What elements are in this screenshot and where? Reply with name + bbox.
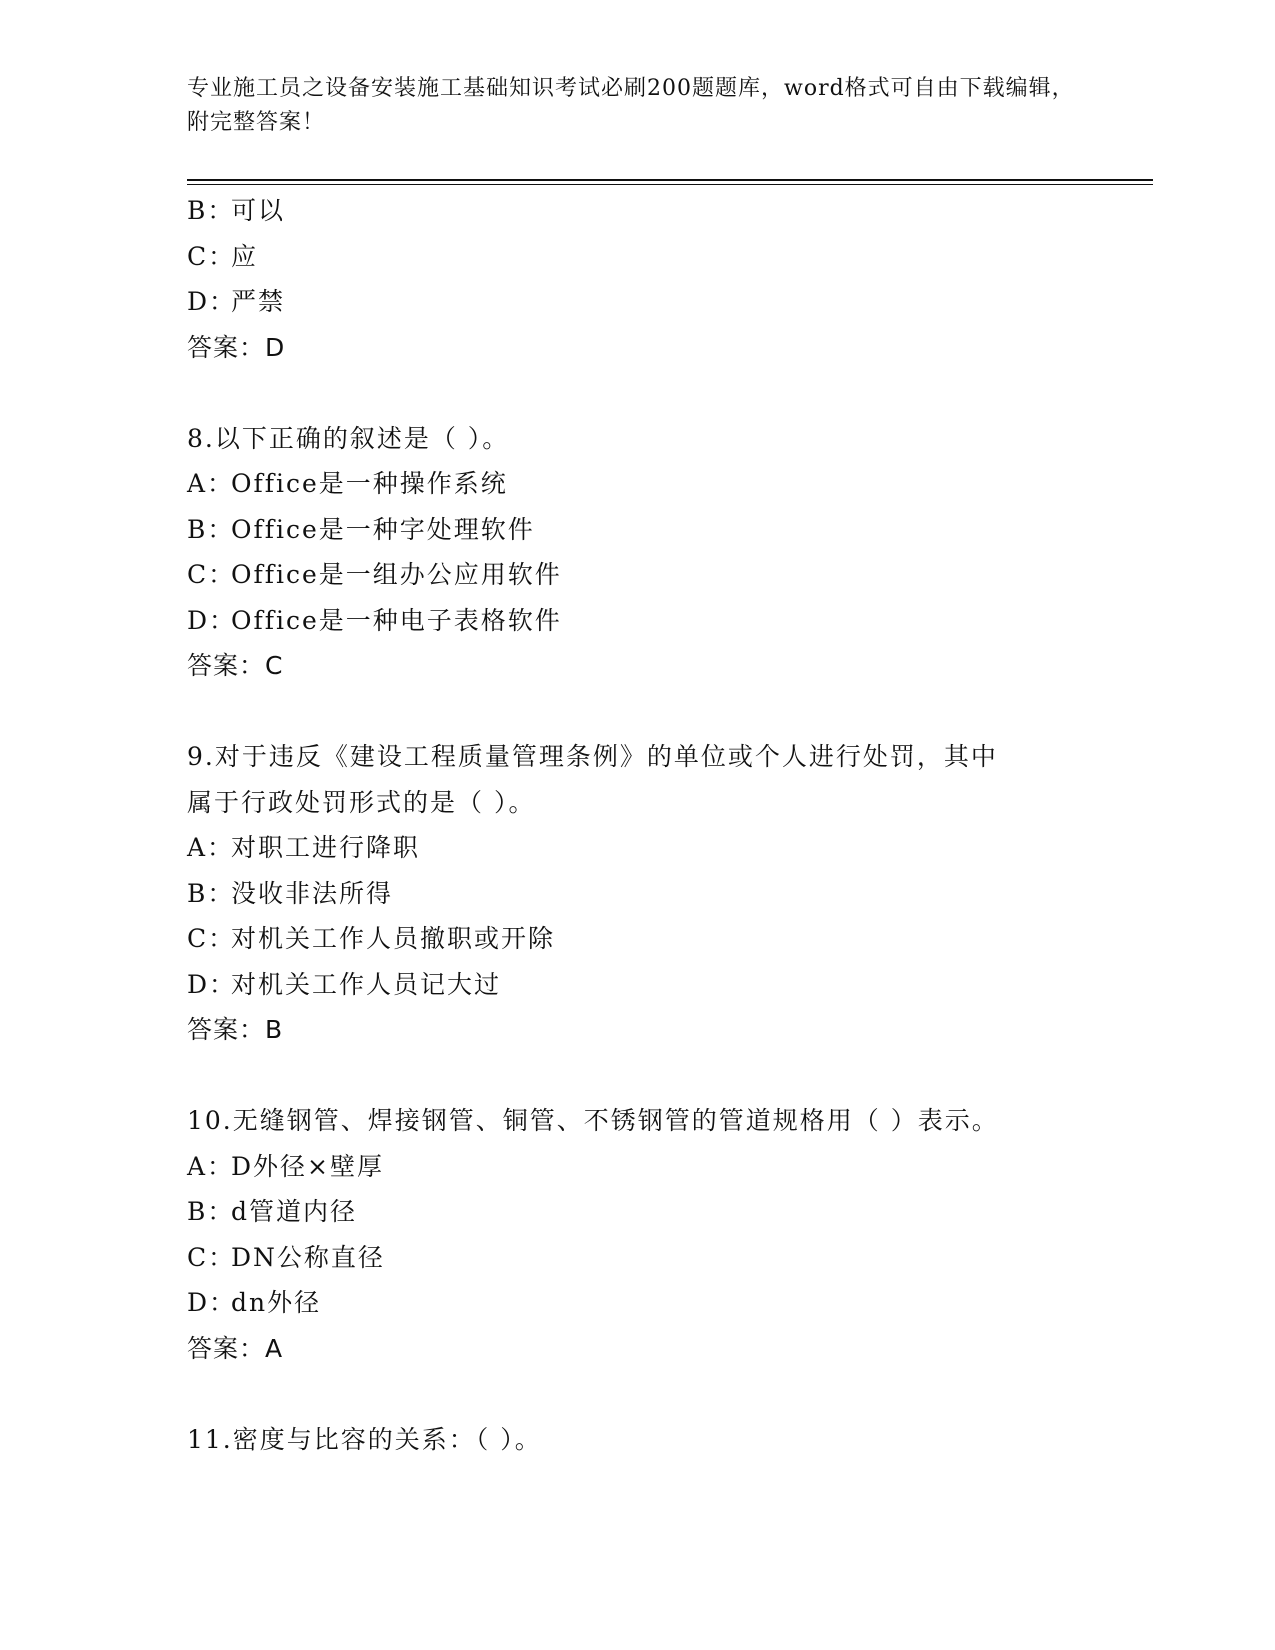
spacer xyxy=(187,370,1087,416)
option-text: DN公称直径 xyxy=(231,1242,385,1272)
option-text: Office是一种操作系统 xyxy=(231,469,508,498)
option-text: 应 xyxy=(231,241,259,271)
answer-line: 答案：A xyxy=(187,1333,284,1363)
option-text: Office是一组办公应用软件 xyxy=(231,560,562,589)
option-text: 对机关工作人员记大过 xyxy=(231,969,502,999)
option-key: C： xyxy=(187,241,236,271)
option-d xyxy=(187,279,1087,325)
option-key: C： xyxy=(187,924,236,953)
option-key: B： xyxy=(187,196,235,225)
header-divider-thin xyxy=(187,184,1153,185)
option-b xyxy=(187,871,1087,917)
option-key: D： xyxy=(187,605,237,635)
option-c xyxy=(187,1235,1087,1281)
option-text: dn外径 xyxy=(231,1288,322,1317)
question-stem: 11.密度与比容的关系：（ ）。 xyxy=(187,1424,542,1454)
option-text: d管道内径 xyxy=(231,1197,358,1226)
option-text: 可以 xyxy=(231,196,286,225)
option-key: B： xyxy=(187,514,235,544)
option-key: C： xyxy=(187,560,236,589)
question-10 xyxy=(187,1098,1087,1371)
option-text: 没收非法所得 xyxy=(231,878,394,908)
option-text: 对机关工作人员撤职或开除 xyxy=(231,924,556,953)
option-key: A： xyxy=(187,469,235,498)
option-c xyxy=(187,552,1087,598)
question-stem: 8.以下正确的叙述是（ ）。 xyxy=(187,423,510,453)
option-key: A： xyxy=(187,1151,235,1181)
option-key: D： xyxy=(187,287,237,316)
option-text: Office是一种字处理软件 xyxy=(231,514,535,544)
question-11 xyxy=(187,1417,1087,1463)
option-text: D外径×壁厚 xyxy=(231,1151,384,1181)
question-stem-continued: 属于行政处罚形式的是（ ）。 xyxy=(187,787,536,817)
option-key: A： xyxy=(187,833,235,862)
header-title: 专业施工员之设备安装施工基础知识考试必刷200题题库，word格式可自由下载编辑，附完整答案！ xyxy=(187,76,1075,135)
option-text: 严禁 xyxy=(231,287,286,316)
option-key: D： xyxy=(187,1288,237,1317)
question-stem: 10.无缝钢管、焊接钢管、铜管、不锈钢管的管道规格用（ ）表示。 xyxy=(187,1106,999,1135)
option-b xyxy=(187,1189,1087,1235)
option-b xyxy=(187,188,1087,234)
question-stem: 9.对于违反《建设工程质量管理条例》的单位或个人进行处罚，其中 xyxy=(187,742,998,771)
question-9 xyxy=(187,734,1087,1053)
option-a xyxy=(187,1144,1087,1190)
option-b xyxy=(187,507,1087,553)
answer-line: 答案：C xyxy=(187,651,284,680)
question-7-partial xyxy=(187,188,1087,370)
spacer xyxy=(187,1053,1087,1099)
option-key: C： xyxy=(187,1242,236,1272)
option-a xyxy=(187,825,1087,871)
option-text: 对职工进行降职 xyxy=(231,833,421,862)
option-c xyxy=(187,234,1087,280)
answer-line: 答案：B xyxy=(187,1015,284,1044)
option-a xyxy=(187,461,1087,507)
option-text: Office是一种电子表格软件 xyxy=(231,605,562,635)
question-list xyxy=(187,188,1087,1462)
option-key: B： xyxy=(187,1197,235,1226)
option-key: B： xyxy=(187,878,235,908)
answer-line: 答案：D xyxy=(187,332,286,362)
option-d xyxy=(187,962,1087,1008)
option-d xyxy=(187,598,1087,644)
document-header xyxy=(187,72,1087,140)
spacer xyxy=(187,1371,1087,1417)
question-8 xyxy=(187,416,1087,689)
spacer xyxy=(187,689,1087,735)
option-d xyxy=(187,1280,1087,1326)
option-key: D： xyxy=(187,969,237,999)
option-c xyxy=(187,916,1087,962)
header-divider xyxy=(187,179,1153,181)
